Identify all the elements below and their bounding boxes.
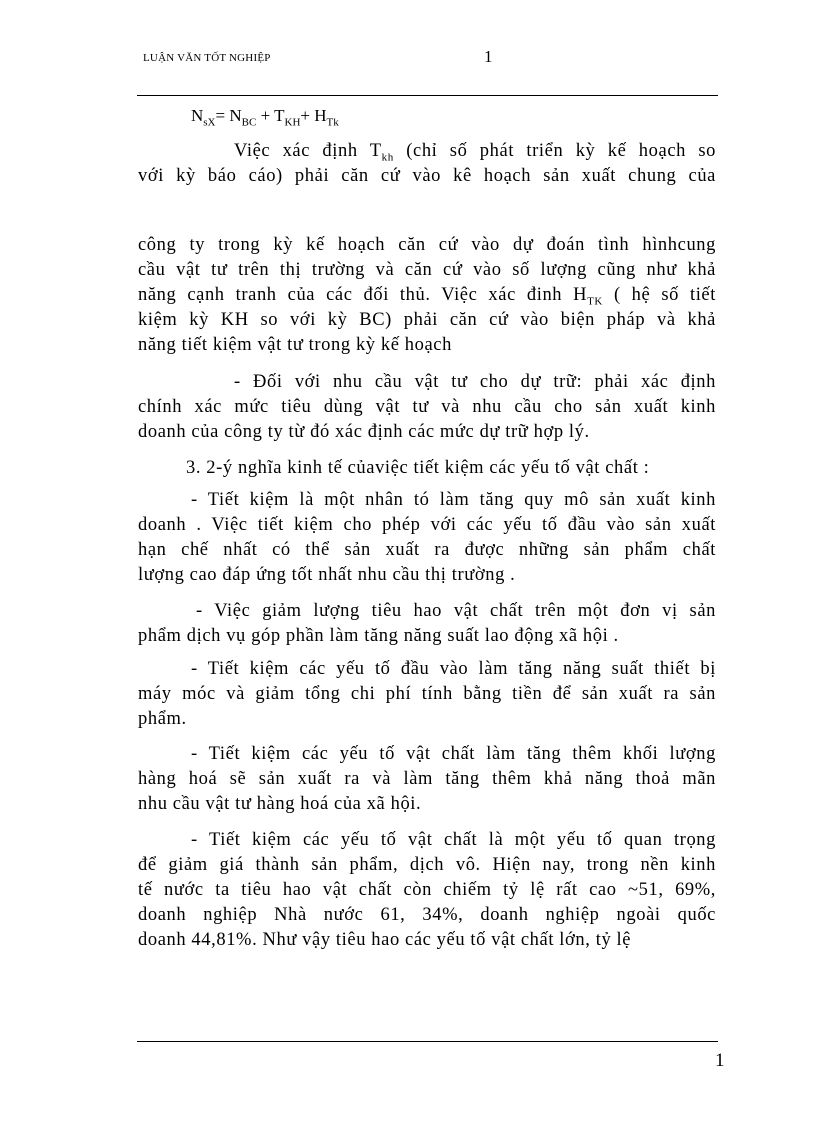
paragraph-line: năng cạnh tranh của các đối thủ. Việc xác đinh $H_{TK}$ ( hệ số tiết: [138, 285, 716, 308]
paragraph-line: lượng cao đáp ứng tốt nhất nhu cầu thị trường .: [138, 565, 516, 585]
paragraph-line: doanh . Việc tiết kiệm cho phép với các yếu tố đầu vào sản xuất: [138, 515, 716, 535]
paragraph-line: - Việc giảm lượng tiêu hao vật chất trên một đơn vị sản: [196, 601, 716, 621]
header-title: LUẬN VĂN TỐT NGHIỆP: [143, 52, 271, 64]
paragraph-line: hạn chế nhất có thể sản xuất ra được những sản phẩm chất: [138, 540, 716, 560]
paragraph-line: cầu vật tư trên thị trường và căn cứ vào số lượng cũng như khả: [138, 260, 716, 280]
footer-page-number: 1: [715, 1050, 725, 1071]
paragraph-line: công ty trong kỳ kế hoạch căn cứ vào dự đoán tình hìnhcung: [138, 235, 716, 255]
paragraph-line: phẩm dịch vụ góp phần làm tăng năng suất lao động xã hội .: [138, 626, 619, 646]
paragraph-line: năng tiết kiệm vật tư trong kỳ kế hoạch: [138, 335, 452, 355]
paragraph-line: Việc xác định $T_{kh}$ (chỉ số phát triển kỳ kế hoạch so: [234, 141, 717, 164]
paragraph-line: nhu cầu vật tư hàng hoá của xã hội.: [138, 794, 422, 814]
paragraph-line: doanh nghiệp Nhà nước 61, 34%, doanh nghiệp ngoài quốc: [138, 905, 716, 925]
paragraph-line: hàng hoá sẽ sản xuất ra và làm tăng thêm khả năng thoả mãn: [138, 769, 716, 789]
paragraph-line: chính xác mức tiêu dùng vật tư và nhu cầu cho sản xuất kinh: [138, 397, 716, 417]
paragraph-line: tế nước ta tiêu hao vật chất còn chiếm tỷ lệ rất cao ~51, 69%,: [138, 880, 716, 900]
section-heading: 3. 2-ý nghĩa kinh tế củaviệc tiết kiệm các yếu tố vật chất :: [186, 458, 650, 478]
paragraph-line: máy móc và giảm tổng chi phí tính bằng tiền để sản xuất ra sản: [138, 684, 716, 704]
paragraph-line: doanh 44,81%. Như vậy tiêu hao các yếu tố vật chất lớn, tỷ lệ: [138, 930, 632, 950]
paragraph-line: - Đối với nhu cầu vật tư cho dự trữ: phải xác định: [234, 372, 716, 392]
header-divider: [137, 95, 718, 96]
paragraph-line: kiệm kỳ KH so với kỳ BC) phải căn cứ vào biện pháp và khả: [138, 310, 716, 330]
paragraph-line: - Tiết kiệm các yếu tố đầu vào làm tăng năng suất thiết bị: [191, 659, 716, 679]
paragraph-line: doanh của công ty từ đó xác định các mức dự trữ hợp lý.: [138, 422, 590, 442]
paragraph-line: - Tiết kiệm các yếu tố vật chất làm tăng thêm khối lượng: [191, 744, 716, 764]
paragraph-line: phẩm.: [138, 709, 187, 729]
paragraph-line: để giảm giá thành sản phẩm, dịch vô. Hiện nay, trong nền kinh: [138, 855, 716, 875]
formula: $N_{sX}= N_{BC} + T_{KH}+ H_{Tk}$: [191, 106, 339, 129]
paragraph-line: - Tiết kiệm là một nhân tó làm tăng quy mô sản xuất kinh: [191, 490, 716, 510]
footer-divider: [137, 1041, 718, 1042]
paragraph-line: - Tiết kiệm các yếu tố vật chất là một yếu tố quan trọng: [191, 830, 716, 850]
paragraph-line: với kỳ báo cáo) phải căn cứ vào kê hoạch sản xuất chung của: [138, 166, 716, 186]
header-page-number: 1: [484, 47, 493, 66]
